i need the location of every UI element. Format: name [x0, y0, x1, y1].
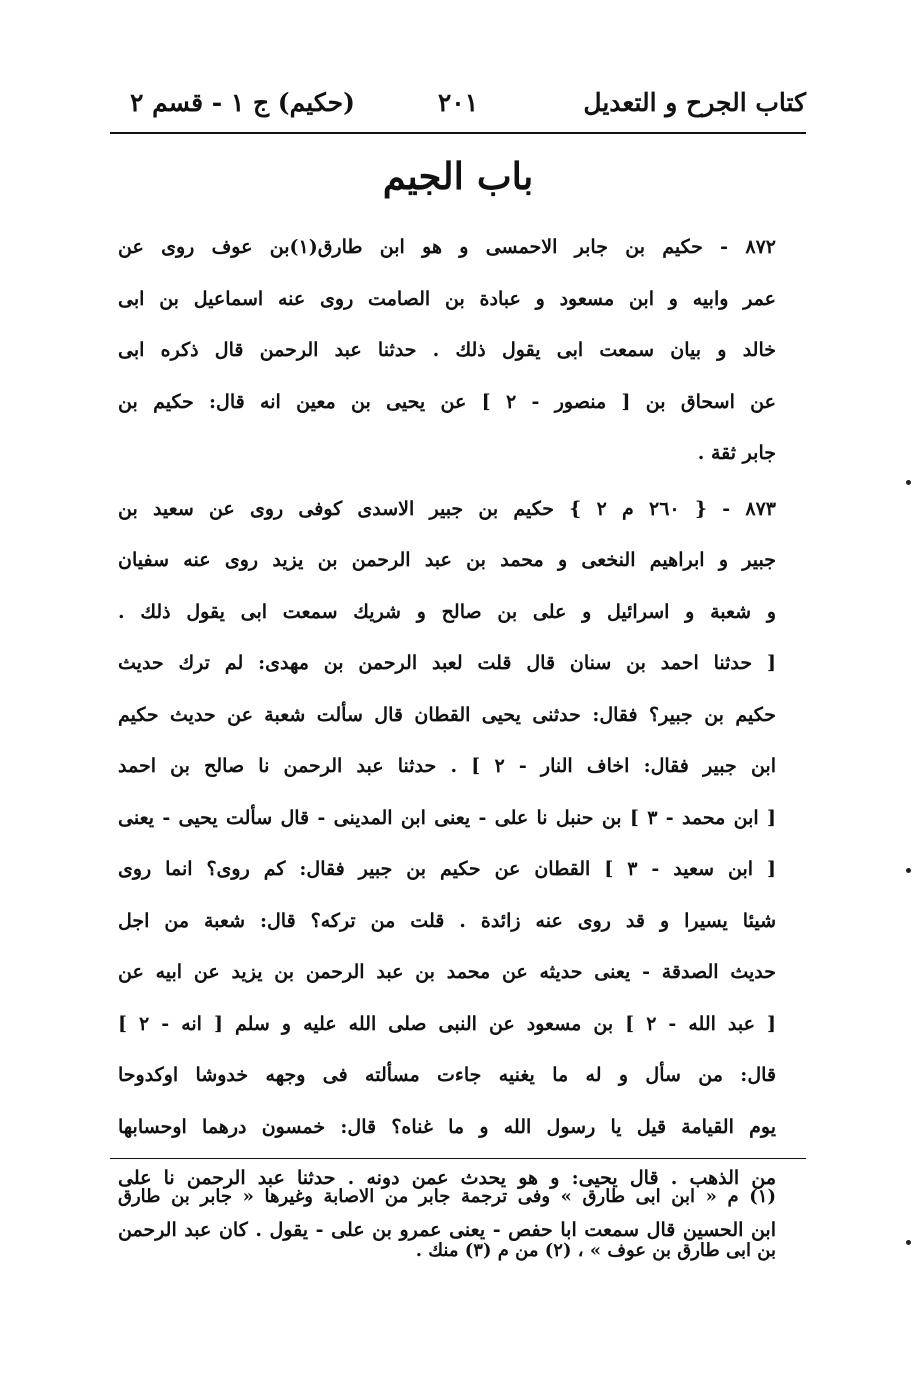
main-text [118, 222, 776, 1256]
text-line: [ حدثنا احمد بن سنان قال قلت لعبد الرحمن بن مهدى: لم ترك حديث [118, 652, 776, 674]
scan-speck [906, 1240, 911, 1245]
text-line: جابر ثقة . [697, 442, 776, 464]
entry-873 [118, 484, 776, 1257]
entry-872 [118, 222, 776, 480]
footnote-rule [110, 1158, 806, 1159]
text-line: ابن الحسين قال سمعت ابا حفص - يعنى عمرو بن على - يقول . كان عبد الرحمن [118, 1218, 776, 1241]
text-line: ٨٧٣ - { ٢٦٠ م ٢ } حكيم بن جبير الاسدى كوفى روى عن سعيد بن [118, 497, 776, 520]
chapter-title: باب الجيم [382, 154, 534, 198]
text-line: ٨٧٢ - حكيم بن جابر الاحمسى و هو ابن طارق(١)بن عوف روى عن [118, 236, 776, 258]
text-line: [ عبد الله - ٢ ] بن مسعود عن النبى صلى الله عليه و سلم [ انه - ٢ ] [118, 1012, 776, 1035]
text-line: قال: من سأل و له ما يغنيه جاءت مسألته فى وجهه خدوشا اوكدوحا [118, 1064, 776, 1086]
running-header [110, 80, 806, 126]
book-title: كتاب الجرح و التعديل [583, 88, 806, 117]
header-rule [110, 132, 806, 134]
page-number: ٢٠١ [437, 88, 479, 117]
text-line: خالد و بيان سمعت ابى يقول ذلك . حدثنا عبد الرحمن قال ذكره ابى [118, 339, 776, 361]
footnote-line: بن ابى طارق بن عوف » ، (٢) من م (٣) منك . [415, 1240, 776, 1261]
text-line: من الذهب . قال يحيى: و هو يحدث عمن دونه . حدثنا عبد الرحمن نا على [118, 1167, 776, 1189]
scan-speck [906, 480, 911, 485]
text-line: عن اسحاق بن [ منصور - ٢ ] عن يحيى بن معين انه قال: حكيم بن [118, 390, 776, 413]
text-line: عمر وابيه و ابن مسعود و عبادة بن الصامت روى عنه اسماعيل بن ابى [118, 287, 776, 310]
text-line: ابن جبير فقال: اخاف النار - ٢ ] . حدثنا عبد الرحمن نا صالح بن احمد [118, 755, 776, 777]
text-line: جبير و ابراهيم النخعى و محمد بن عبد الرحمن بن يزيد روى عنه سفيان [118, 549, 776, 571]
text-line: [ ابن سعيد - ٣ ] القطان عن حكيم بن جبير فقال: كم روى؟ انما روى [118, 858, 776, 880]
section-label: (حكيم) ج ١ - قسم ٢ [130, 88, 355, 117]
text-line: حديث الصدقة - يعنى حديثه عن محمد بن عبد الرحمن بن يزيد عن ابيه عن [118, 961, 776, 983]
footnotes [118, 1170, 776, 1278]
text-line: يوم القيامة قيل يا رسول الله و ما غناه؟ قال: خمسون درهما اوحسابها [118, 1115, 776, 1138]
footnote-line: (١) م « ابن ابى طارق » وفى ترجمة جابر من الاصابة وغيرها « جابر بن طارق [118, 1186, 776, 1207]
text-line: و شعبة و اسرائيل و على بن صالح و شريك سمعت ابى يقول ذلك . [118, 600, 776, 623]
text-line: [ ابن محمد - ٣ ] بن حنبل نا على - يعنى ابن المدينى - قال سألت يحيى - يعنى [118, 806, 776, 829]
text-line: شيئا يسيرا و قد روى عنه زائدة . قلت من تركه؟ قال: شعبة من اجل [118, 909, 776, 932]
text-line: حكيم بن جبير؟ فقال: حدثنى يحيى القطان قال سألت شعبة عن حديث حكيم [118, 703, 776, 726]
scan-speck [906, 868, 911, 873]
